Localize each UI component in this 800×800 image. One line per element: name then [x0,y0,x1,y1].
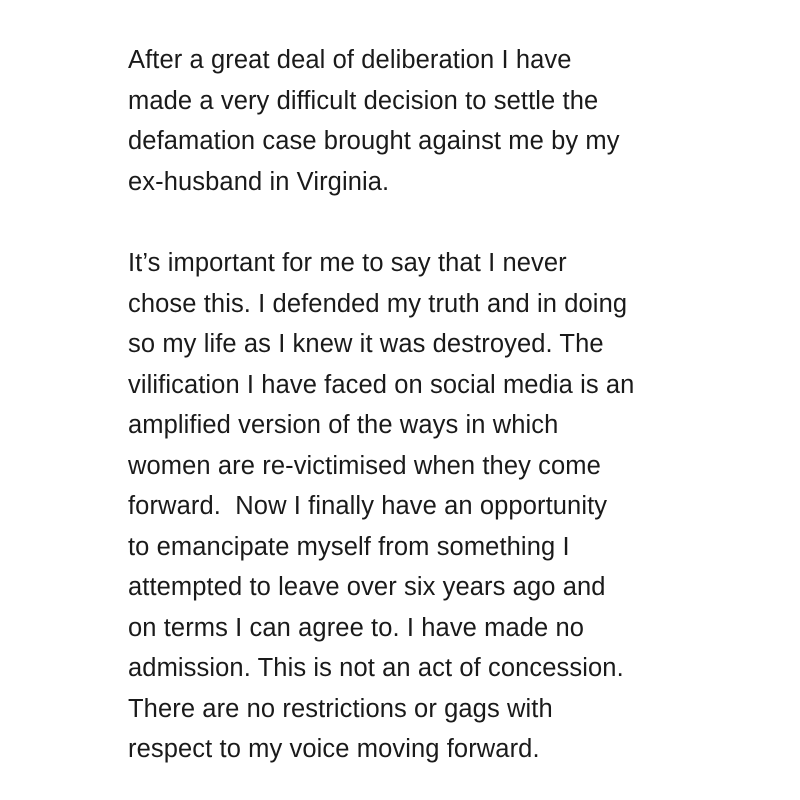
note-text [128,40,788,770]
paragraph-2 [128,243,788,770]
text-line: defamation case brought against me by my [128,127,620,155]
text-line: respect to my voice moving forward. [128,735,540,763]
text-line: forward. Now I finally have an opportunity [128,492,608,520]
text-line: to emancipate myself from something I [128,532,570,561]
text-line: chose this. I defended my truth and in doing [128,289,628,318]
text-line: so my life as I knew it was destroyed. The [128,330,604,358]
text-line: on terms I can agree to. I have made no [128,613,585,642]
text-line: After a great deal of deliberation I have [128,46,572,74]
text-line: amplified version of the ways in which [128,411,559,439]
text-line: There are no restrictions or gags with [128,694,553,723]
text-line: attempted to leave over six years ago and [128,573,606,601]
text-line: women are re-victimised when they come [128,451,601,480]
paragraph-1 [128,40,788,202]
text-line: It’s important for me to say that I never [128,249,567,277]
text-line: made a very difficult decision to settle the [128,86,599,115]
text-line: vilification I have faced on social media is an [128,370,635,399]
text-line: ex-husband in Virginia. [128,167,390,196]
paragraph-spacer [128,202,788,243]
text-line: admission. This is not an act of concession. [128,654,624,682]
